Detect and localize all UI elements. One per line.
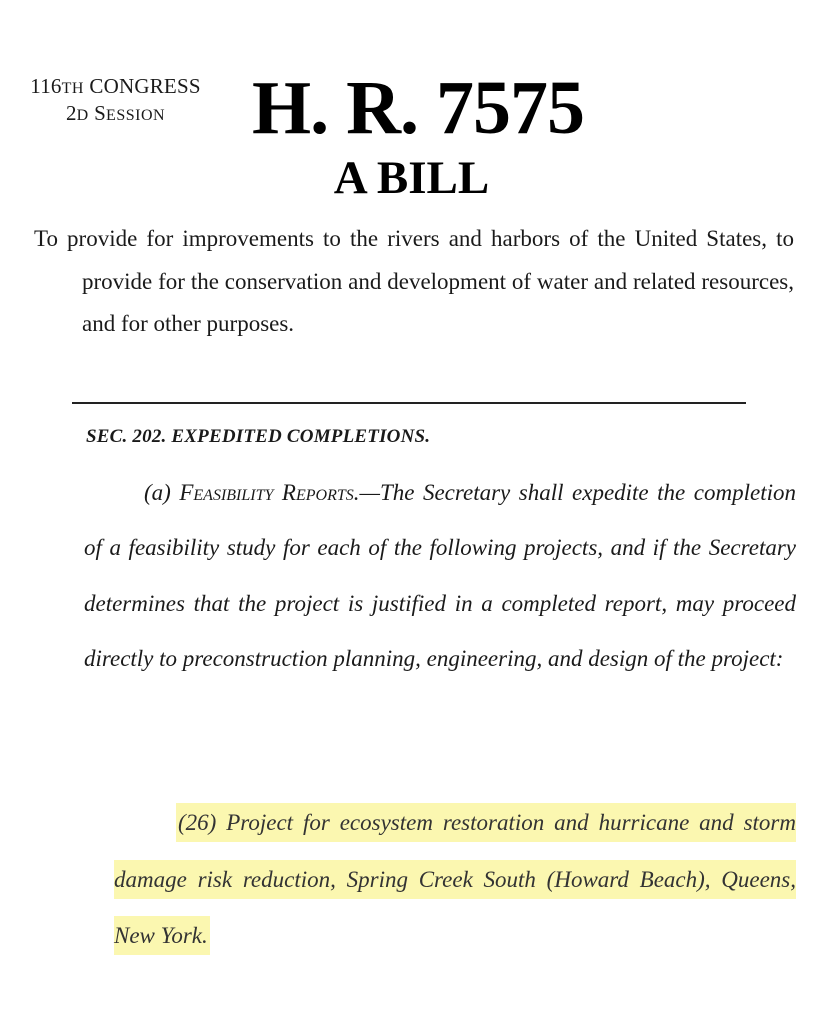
bill-number: H. R. 7575 [252, 66, 584, 150]
bill-purpose: To provide for improvements to the rivers and harbors of the United States, to provide for the conservation and development of water and related resources, and for other purposes. [34, 226, 794, 336]
session-number: 2 [65, 101, 77, 125]
congress-word: CONGRESS [89, 74, 201, 98]
session-ordinal: D [76, 107, 89, 124]
session-line [8, 101, 223, 128]
congress-session-label [8, 74, 223, 128]
paragraph-a-prefix: (a) [144, 480, 180, 505]
congress-line [8, 74, 223, 101]
divider-rule [72, 402, 746, 404]
paragraph-a [84, 465, 796, 686]
section-heading: SEC. 202. EXPEDITED COMPLETIONS. [86, 426, 431, 447]
session-word-first: S [94, 101, 107, 125]
session-word-rest: ESSION [106, 107, 166, 124]
paragraph-a-title: Feasibility Reports [179, 480, 354, 505]
congress-ordinal: TH [61, 80, 84, 97]
congress-number: 116 [30, 74, 62, 98]
paragraph-a-body: .—The Secretary shall expedite the completion of a feasibility study for each of the following projects, and if the Secretary determines that the project is justified in a completed report, may proceed directly to preconstruction planning, engineering, and design of the project: [84, 480, 796, 671]
highlighted-text: (26) Project for ecosystem restoration and hurricane and storm damage risk reduction, Spring Creek South (Howard Beach), Queens, New York. [114, 810, 796, 948]
bill-label: A BILL [333, 152, 490, 204]
paragraph-26 [114, 795, 796, 965]
